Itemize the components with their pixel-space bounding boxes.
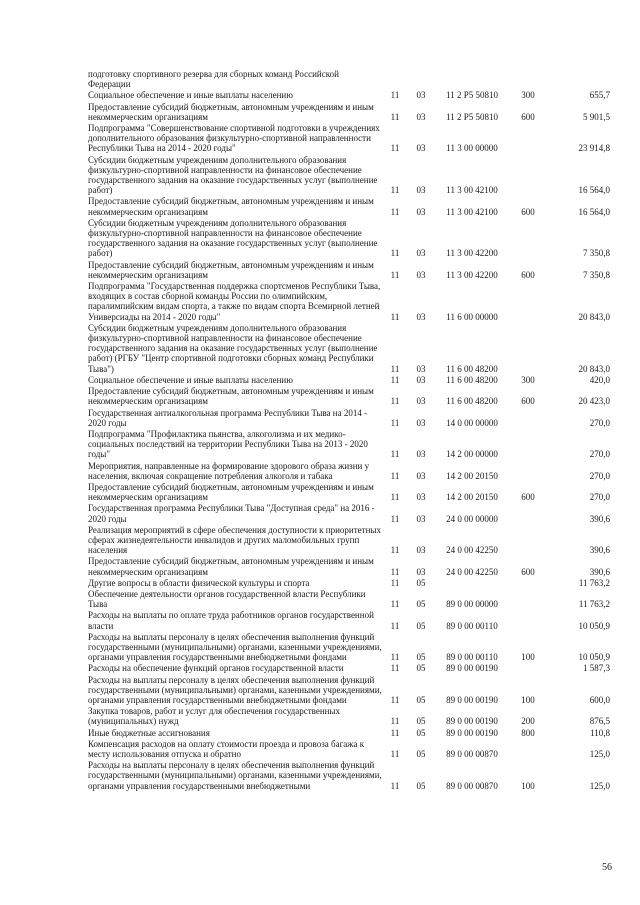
row-target-article-code: 89 0 00 00190 [446,663,498,674]
row-name: Расходы на выплаты персоналу в целях обеспечения выполнения функций государственными (муниципальными) органами, казенными учреждениями, органами управления государственными внебюджетными [88,760,382,791]
table-row [88,577,610,588]
table-row [88,154,610,196]
table-row [88,280,610,322]
row-target-article-code: 89 0 00 00000 [446,599,498,610]
row-amount: 16 564,0 [578,206,610,217]
row-amount: 390,6 [589,566,610,577]
row-section-code: 11 [390,90,400,101]
row-subsection-code: 05 [416,620,426,631]
row-target-article-code: 24 0 00 42250 [446,545,498,556]
row-amount: 270,0 [589,492,610,503]
row-section-code [382,68,408,89]
row-name: Субсидии бюджетным учреждениям дополнительного образования физкультурно-спортивной направленности на финансовое обеспечение государственного задания на оказание государственных услуг (выполнение работ) [88,217,378,259]
table-row [88,122,610,154]
row-expense-type-code [510,217,546,259]
row-subsection-code: 03 [416,90,426,101]
row-name: Подпрограмма "Совершенствование спортивной подготовки в учреждениях дополнительного образования физкультурно-спортивной направленности Республики Тыва на 2014 - 2020 годы" [88,123,380,154]
row-expense-type-code: 100 [521,694,535,705]
row-section-code: 11 [390,663,400,674]
row-target-article-code: 89 0 00 00190 [446,727,498,738]
row-target-article-code [434,577,510,588]
row-expense-type-code: 800 [521,727,535,738]
row-target-article-code: 14 2 00 00000 [446,449,498,460]
table-row [88,89,610,100]
row-expense-type-code [510,122,546,154]
row-subsection-code: 03 [416,143,426,154]
row-section-code: 11 [390,374,400,385]
row-amount: 7 350,8 [583,248,610,259]
row-subsection-code: 03 [416,417,426,428]
row-name: Государственная программа Республики Тыва "Доступная среда" на 2016 - 2020 годы [88,503,375,524]
row-amount: 655,7 [589,90,610,101]
row-amount: 16 564,0 [578,185,610,196]
row-expense-type-code: 600 [521,492,535,503]
row-subsection-code: 03 [416,513,426,524]
table-row [88,631,610,663]
row-amount: 876,5 [589,716,610,727]
row-expense-type-code: 600 [521,566,535,577]
row-subsection-code: 03 [416,374,426,385]
table-row [88,322,610,374]
row-amount: 10 050,9 [578,652,610,663]
row-amount: 600,0 [589,694,610,705]
row-subsection-code: 03 [416,311,426,322]
row-amount: 10 050,9 [578,620,610,631]
row-target-article-code [434,68,510,89]
row-name: Предоставление субсидий бюджетным, автономным учреждениям и иным некоммерческим организациям [88,481,374,503]
table-row [88,460,610,481]
row-amount: 270,0 [589,417,610,428]
row-name: Обеспечение деятельности органов государственной власти Республики Тыва [88,588,366,610]
row-target-article-code: 89 0 00 00110 [446,652,498,663]
row-section-code: 11 [390,396,400,407]
row-target-article-code: 89 0 00 00190 [446,716,498,727]
row-section-code: 11 [390,311,400,322]
row-section-code: 11 [390,694,400,705]
row-name: Подпрограмма "Государственная поддержка спортсменов Республики Тыва, входящих в состав сборной команды России по олимпийским, паралимпийским видам спорта, а также по видам спорта Всемирной летней Универсиады на 2014 - 2020 годы" [88,281,381,322]
row-name: Субсидии бюджетным учреждениям дополнительного образования физкультурно-спортивной направленности на финансовое обеспечение государственного задания на оказание государственных услуг (выполнение работ) [88,154,378,196]
row-section-code: 11 [390,545,400,556]
row-name: Мероприятия, направленные на формирование здорового образа жизни у населения, включая сокращение потребления алкоголя и табака [88,460,370,481]
table-row [88,407,610,428]
row-section-code: 11 [390,577,400,588]
row-subsection-code: 03 [416,206,426,217]
row-target-article-code: 89 0 00 00870 [446,749,498,759]
row-expense-type-code: 100 [521,780,535,791]
row-subsection-code: 03 [416,363,426,374]
row-subsection-code: 05 [416,577,426,588]
row-expense-type-code [510,460,546,481]
table-row [88,524,610,556]
row-amount: 270,0 [589,470,610,481]
row-section-code: 11 [390,566,400,577]
row-subsection-code: 03 [416,185,426,196]
row-target-article-code: 11 2 P5 50810 [446,111,498,122]
row-amount: 110,8 [590,727,610,738]
table-row [88,481,610,502]
table-row [88,588,610,609]
row-name: Предоставление субсидий бюджетным, автономным учреждениям и иным некоммерческим организациям [88,386,374,407]
row-expense-type-code: 100 [521,652,535,663]
table-row [88,217,610,259]
row-expense-type-code [510,502,546,523]
table-row [88,727,610,738]
row-subsection-code: 03 [416,449,426,460]
row-amount: 7 350,8 [583,269,610,280]
row-expense-type-code: 600 [521,396,535,407]
row-target-article-code: 11 3 00 42100 [446,206,498,217]
table-row [88,759,610,791]
row-section-code: 11 [390,652,400,663]
row-subsection-code: 03 [416,111,426,122]
row-name: Социальное обеспечение и иные выплаты населению [88,374,293,385]
row-target-article-code: 11 6 00 48200 [446,374,498,385]
row-subsection-code: 05 [416,716,426,727]
row-amount: 11 763,2 [578,577,610,588]
row-name: Расходы на выплаты персоналу в целях обеспечения выполнения функций государственными (муниципальными) органами, казенными учреждениями, органами управления государственными внебюджетными фондами [88,674,382,705]
row-subsection-code: 03 [416,396,426,407]
row-amount: 1 587,3 [583,663,610,674]
budget-table [88,68,610,791]
row-amount: 20 843,0 [578,311,610,322]
row-expense-type-code: 300 [521,90,535,101]
row-name: Реализация мероприятий в сфере обеспечения доступности к приоритетных сферах жизнедеятельности инвалидов и других маломобильных групп населения [88,524,381,556]
row-section-code: 11 [390,449,400,460]
row-name: подготовку спортивного резерва для сборных команд Российской Федерации [88,69,339,90]
table-row [88,195,610,216]
row-expense-type-code [510,68,546,89]
table-row [88,374,610,385]
table-row [88,101,610,122]
row-target-article-code: 89 0 00 00190 [446,694,498,705]
row-section-code: 11 [390,185,400,196]
row-target-article-code: 11 6 00 00000 [446,311,498,322]
row-name: Расходы на выплаты персоналу в целях обеспечения выполнения функций государственными (муниципальными) органами, казенными учреждениями, органами управления государственными внебюджетными фондами [88,631,382,663]
row-target-article-code: 11 3 00 00000 [446,143,498,154]
row-expense-type-code [510,280,546,322]
table-row [88,738,610,759]
table-row [88,674,610,706]
row-section-code: 11 [390,727,400,738]
row-subsection-code: 05 [416,749,426,759]
table-row [88,68,610,89]
row-section-code: 11 [390,780,400,791]
row-amount: 20 423,0 [578,396,610,407]
table-row [88,705,610,726]
row-subsection-code [408,68,434,89]
row-subsection-code: 05 [416,599,426,610]
row-target-article-code: 11 2 P5 50810 [446,90,498,101]
row-section-code: 11 [390,269,400,280]
row-section-code: 11 [390,513,400,524]
row-target-article-code: 24 0 00 00000 [446,513,498,524]
row-expense-type-code: 600 [521,206,535,217]
row-expense-type-code [510,609,546,630]
row-name: Другие вопросы в области физической культуры и спорта [88,577,310,588]
table-row [88,428,610,460]
row-name: Предоставление субсидий бюджетным, автономным учреждениям и иным некоммерческим организациям [88,101,374,122]
row-expense-type-code [510,428,546,460]
row-expense-type-code [510,738,546,759]
row-expense-type-code: 200 [521,716,535,727]
row-target-article-code: 11 6 00 48200 [446,363,498,374]
row-amount: 5 901,5 [583,111,610,122]
row-amount: 20 843,0 [578,363,610,374]
row-section-code: 11 [390,206,400,217]
row-expense-type-code [510,662,546,673]
row-name: Государственная антиалкогольная программа Республики Тыва на 2014 - 2020 годы [88,407,368,428]
row-section-code: 11 [390,599,400,610]
table-row [88,502,610,523]
row-name: Предоставление субсидий бюджетным, автономным учреждениям и иным некоммерческим организациям [88,196,374,217]
row-subsection-code: 05 [416,663,426,674]
row-name: Расходы на выплаты по оплате труда работников органов государственной власти [88,610,374,631]
row-amount: 125,0 [589,749,610,759]
row-subsection-code: 03 [416,269,426,280]
row-subsection-code: 03 [416,248,426,259]
table-row [88,555,610,576]
row-expense-type-code [510,407,546,428]
row-name: Компенсация расходов на оплату стоимости проезда и провоза багажа к месту использования отпуска и обратно [88,738,365,759]
row-target-article-code: 89 0 00 00110 [446,620,498,631]
row-target-article-code: 11 3 00 42100 [446,185,498,196]
row-section-code: 11 [390,363,400,374]
row-amount [546,68,610,89]
row-subsection-code: 05 [416,694,426,705]
row-target-article-code: 24 0 00 42250 [446,566,498,577]
row-target-article-code: 11 6 00 48200 [446,396,498,407]
row-target-article-code: 14 2 00 20150 [446,470,498,481]
row-subsection-code: 03 [416,470,426,481]
row-amount: 11 763,2 [578,599,610,610]
row-section-code: 11 [390,716,400,727]
row-amount: 390,6 [589,545,610,556]
row-expense-type-code [510,577,546,588]
row-target-article-code: 11 3 00 42200 [446,269,498,280]
row-target-article-code: 89 0 00 00870 [446,780,498,791]
row-section-code: 11 [390,417,400,428]
row-expense-type-code [510,154,546,196]
table-row [88,259,610,280]
budget-table-body [88,68,610,791]
row-expense-type-code [510,588,546,609]
row-subsection-code: 05 [416,727,426,738]
page-number: 56 [602,862,612,873]
row-section-code: 11 [390,143,400,154]
row-expense-type-code [510,524,546,556]
row-subsection-code: 03 [416,566,426,577]
row-section-code: 11 [390,620,400,631]
table-row [88,609,610,630]
row-target-article-code: 11 3 00 42200 [446,248,498,259]
row-subsection-code: 03 [416,492,426,503]
table-row [88,385,610,406]
row-subsection-code: 03 [416,545,426,556]
row-name: Предоставление субсидий бюджетным, автономным учреждениям и иным некоммерческим организациям [88,259,374,280]
row-name: Закупка товаров, работ и услуг для обеспечения государственных (муниципальных) нужд [88,706,341,727]
row-amount: 390,6 [589,513,610,524]
row-name: Субсидии бюджетным учреждениям дополнительного образования физкультурно-спортивной направленности на финансовое обеспечение государственного задания на оказание государственных услуг (выполнение работ) (РГБУ "Центр спортивной подготовки сборных команд Республики Тыва") [88,322,378,374]
row-subsection-code: 05 [416,780,426,791]
row-name: Социальное обеспечение и иные выплаты населению [88,90,293,101]
row-name: Иные бюджетные ассигнования [88,727,210,738]
row-section-code: 11 [390,470,400,481]
row-expense-type-code: 600 [521,111,535,122]
row-name: Расходы на обеспечение функций органов государственной власти [88,663,344,674]
row-amount: 420,0 [589,374,610,385]
row-section-code: 11 [390,248,400,259]
row-expense-type-code [510,322,546,374]
row-amount: 125,0 [589,780,610,791]
row-amount: 23 914,8 [578,143,610,154]
row-expense-type-code: 600 [521,269,535,280]
row-amount: 270,0 [589,449,610,460]
row-name: Предоставление субсидий бюджетным, автономным учреждениям и иным некоммерческим организациям [88,556,374,577]
row-name: Подпрограмма "Профилактика пьянства, алкоголизма и их медико-социальных последствий на территории Республики Тыва на 2013 - 2020 годы" [88,428,368,460]
row-subsection-code: 05 [416,652,426,663]
row-section-code: 11 [390,492,400,503]
row-section-code: 11 [390,749,400,759]
row-target-article-code: 14 2 00 20150 [446,492,498,503]
row-expense-type-code: 300 [521,374,535,385]
row-target-article-code: 14 0 00 00000 [446,417,498,428]
table-row [88,662,610,673]
row-section-code: 11 [390,111,400,122]
